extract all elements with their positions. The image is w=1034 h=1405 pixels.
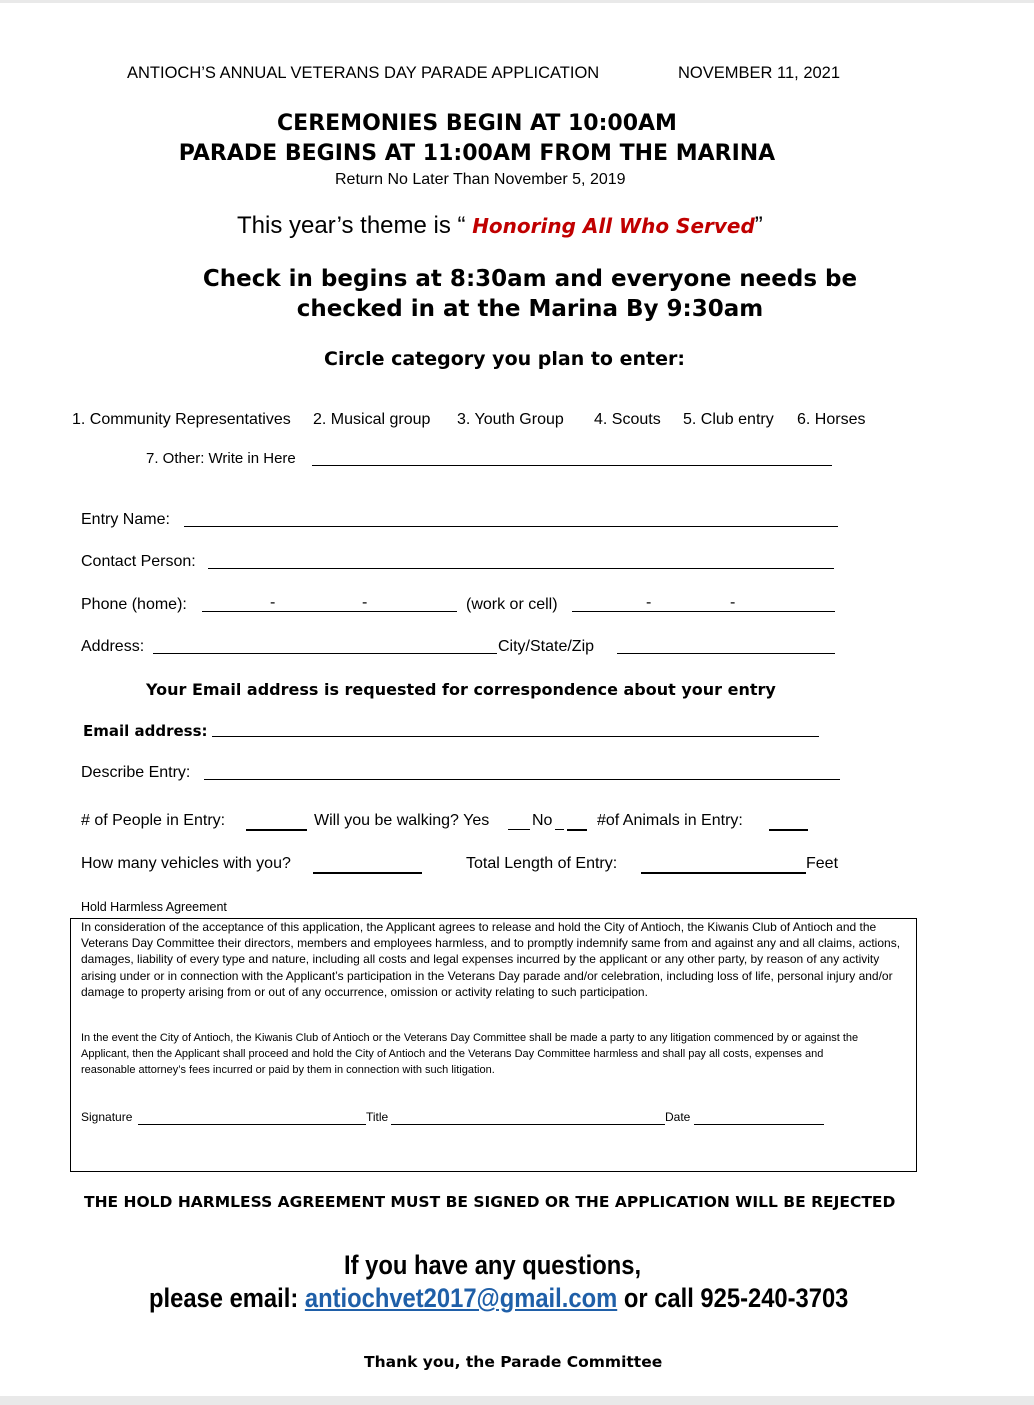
animals-count-label: #of Animals in Entry: [597, 812, 743, 829]
entry-name-label: Entry Name: [81, 511, 170, 528]
email-request-note: Your Email address is requested for correspondence about your entry [146, 680, 776, 699]
phone-home-label: Phone (home): [81, 596, 187, 613]
address-field[interactable] [153, 653, 497, 654]
parade-text: PARADE BEGINS AT 11:00AM FROM THE MARINA [178, 141, 776, 166]
category-2[interactable]: 2. Musical group [313, 411, 431, 428]
contact-line [149, 1283, 848, 1314]
phone-home-dash-2: - [362, 594, 368, 611]
date-label: Date [665, 1110, 691, 1124]
phone-home-dash-1: - [270, 594, 276, 611]
category-other-label: 7. Other: Write in Here [146, 450, 296, 467]
entry-name-field[interactable] [184, 526, 838, 527]
category-heading: Circle category you plan to enter: [324, 348, 685, 370]
city-state-zip-label: City/State/Zip [498, 638, 595, 655]
describe-entry-label: Describe Entry: [81, 764, 191, 781]
theme-name: Honoring All Who Served [472, 214, 755, 238]
email-prefix: please email: [149, 1283, 305, 1313]
category-4[interactable]: 4. Scouts [594, 411, 661, 428]
checkin-text-2: checked in at the Marina By 9:30am [296, 296, 764, 322]
contact-person-field[interactable] [208, 568, 834, 569]
top-edge [0, 0, 1034, 3]
describe-entry-field[interactable] [204, 779, 840, 780]
application-header-title: ANTIOCH’S ANNUAL VETERANS DAY PARADE APPLICATION [127, 64, 600, 82]
title-field[interactable] [391, 1124, 665, 1125]
theme-prefix: This year’s theme is “ [237, 212, 473, 239]
rejection-warning: THE HOLD HARMLESS AGREEMENT MUST BE SIGNED OR THE APPLICATION WILL BE REJECTED [84, 1193, 896, 1211]
walking-no-gap [555, 829, 564, 830]
feet-unit: Feet [806, 855, 839, 872]
work-cell-field[interactable] [572, 611, 835, 612]
work-cell-dash-2: - [730, 594, 736, 611]
checkin-line-1 [0, 266, 1034, 292]
walking-label: Will you be walking? Yes [314, 812, 490, 829]
ceremonies-text: CEREMONIES BEGIN AT 10:00AM [277, 111, 677, 136]
people-count-field[interactable] [246, 829, 307, 831]
contact-phone: or call 925-240-3703 [617, 1283, 849, 1313]
work-cell-label: (work or cell) [466, 596, 558, 613]
checkin-text-1: Check in begins at 8:30am and everyone needs be [202, 266, 858, 292]
title-label: Title [366, 1110, 389, 1124]
walking-no-field[interactable] [567, 829, 587, 831]
theme-line [237, 212, 763, 240]
ceremonies-time [0, 111, 1034, 136]
theme-suffix: ” [754, 212, 763, 239]
category-6[interactable]: 6. Horses [797, 411, 866, 428]
questions-line: If you have any questions, [344, 1250, 642, 1280]
category-5[interactable]: 5. Club entry [683, 411, 774, 428]
people-count-label: # of People in Entry: [81, 812, 226, 829]
date-field[interactable] [694, 1124, 824, 1125]
return-deadline: Return No Later Than November 5, 2019 [335, 171, 626, 188]
checkin-line-2 [0, 296, 1034, 322]
vehicles-label: How many vehicles with you? [81, 855, 291, 872]
walking-yes-field[interactable] [508, 829, 530, 830]
city-state-zip-field[interactable] [617, 653, 835, 654]
phone-home-field[interactable] [202, 611, 457, 612]
harmless-paragraph-2: In the event the City of Antioch, the Kiwanis Club of Antioch or the Veterans Day Committee shall be made a party to any litigation commenced by or against the Applicant, then the Applicant shall proceed and hold the City of Antioch and the Veterans Day Committee harmless and shall pay all costs, expenses and reasonable attorney’s fees incurred or paid by them in connection with such litigation. [81, 1032, 859, 1076]
address-label: Address: [81, 638, 145, 655]
harmless-paragraph-1: In consideration of the acceptance of this application, the Applicant agrees to release and hold the City of Antioch, the Kiwanis Club of Antioch and the Veterans Day Committee their directors, members and employees harmless, and to promptly indemnify same from and against any and all claims, actions, damages, liability of every type and nature, including all costs and legal expenses incurred by the applicant or any other party, by reason of any activity arising under or in connection with the Applicant’s participation in the Veterans Day parade and/or celebration, including loss of life, personal injury and/or damage to property arising from or out of any occurrence, omission or activity relating to such participation. [81, 920, 901, 999]
signature-field[interactable] [138, 1124, 366, 1125]
thank-you-note: Thank you, the Parade Committee [364, 1353, 663, 1371]
work-cell-dash-1: - [646, 594, 652, 611]
email-address-field[interactable] [212, 736, 819, 737]
category-other-field[interactable] [312, 465, 832, 466]
contact-person-label: Contact Person: [81, 553, 196, 570]
bottom-edge [0, 1396, 1034, 1405]
signature-label: Signature [81, 1110, 133, 1124]
animals-count-field[interactable] [769, 829, 808, 831]
walking-no-label: No [532, 812, 553, 829]
email-address-label: Email address: [83, 722, 208, 740]
category-1[interactable]: 1. Community Representatives [72, 411, 291, 428]
category-3[interactable]: 3. Youth Group [457, 411, 564, 428]
parade-time [0, 141, 1034, 166]
contact-email-link[interactable]: antiochvet2017@gmail.com [304, 1283, 618, 1313]
vehicles-field[interactable] [313, 872, 422, 874]
total-length-label: Total Length of Entry: [466, 855, 618, 872]
event-date: NOVEMBER 11, 2021 [678, 64, 841, 82]
harmless-title: Hold Harmless Agreement [81, 900, 227, 914]
total-length-field[interactable] [641, 872, 806, 874]
